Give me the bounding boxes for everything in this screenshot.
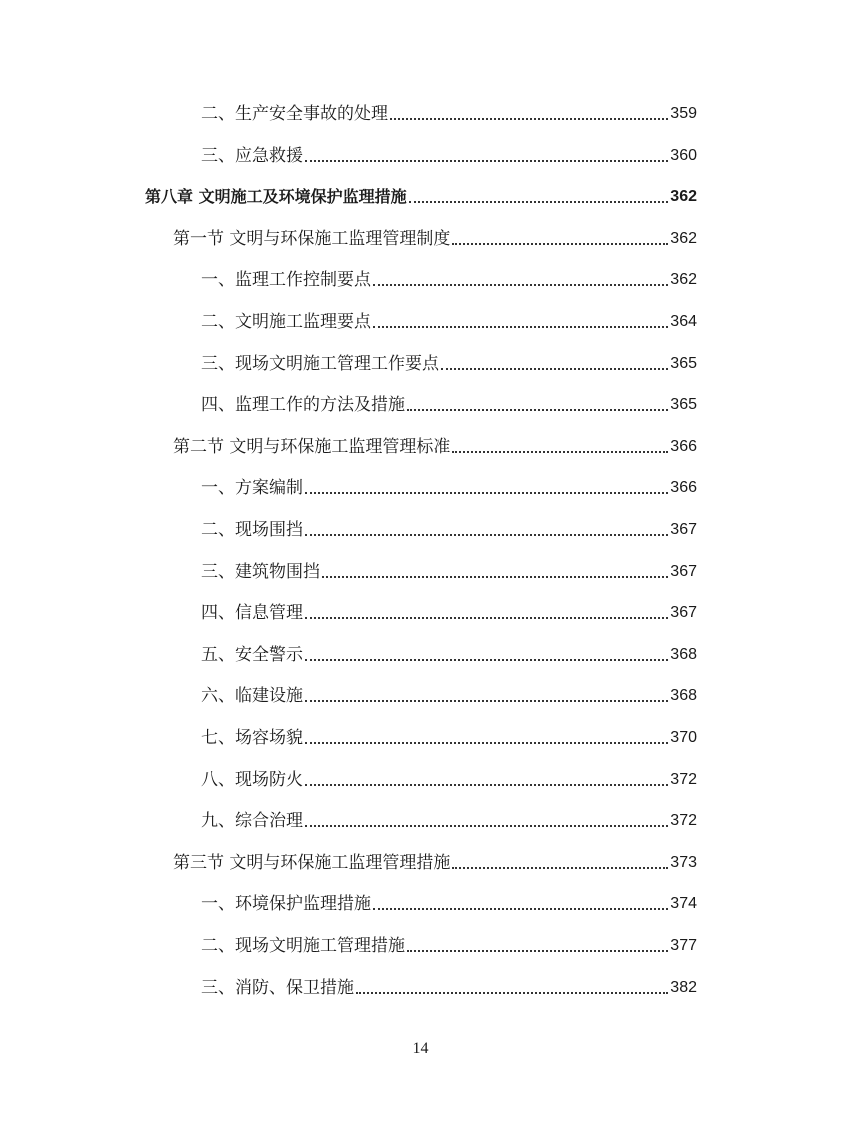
toc-entry-title: 三、消防、保卫措施 bbox=[201, 977, 354, 998]
toc-entry-page: 367 bbox=[670, 562, 697, 580]
toc-entry-page: 374 bbox=[670, 895, 697, 913]
toc-entry-page: 362 bbox=[670, 271, 697, 289]
toc-entry[interactable] bbox=[173, 220, 697, 250]
toc-entry-page: 372 bbox=[670, 770, 697, 788]
toc-entry[interactable] bbox=[201, 927, 697, 957]
toc-entry-title: 三、现场文明施工管理工作要点 bbox=[201, 353, 439, 374]
toc-entry[interactable] bbox=[201, 345, 697, 375]
toc-entry[interactable] bbox=[201, 553, 697, 583]
toc-entry-page: 370 bbox=[670, 729, 697, 746]
toc-entry-page: 382 bbox=[670, 978, 697, 996]
toc-leader-dots bbox=[305, 534, 668, 536]
toc-leader-dots bbox=[441, 368, 668, 370]
toc-entry-title: 第一节 文明与环保施工监理管理制度 bbox=[173, 228, 451, 249]
toc-entry-title: 第八章 文明施工及环境保护监理措施 bbox=[145, 187, 407, 207]
toc-entry-page: 359 bbox=[670, 105, 697, 122]
toc-entry-page: 367 bbox=[670, 521, 697, 538]
toc-leader-dots bbox=[452, 451, 668, 453]
toc-entry-page: 367 bbox=[670, 604, 697, 622]
toc-entry-page: 377 bbox=[670, 937, 697, 954]
toc-leader-dots bbox=[356, 992, 668, 994]
toc-leader-dots bbox=[322, 576, 668, 578]
toc-entry[interactable] bbox=[201, 261, 697, 291]
toc-entry-page: 368 bbox=[670, 645, 697, 663]
toc-leader-dots bbox=[452, 243, 668, 245]
toc-leader-dots bbox=[373, 284, 668, 286]
toc-entry[interactable] bbox=[201, 677, 697, 707]
toc-entry-title: 九、综合治理 bbox=[201, 811, 303, 832]
toc-entry-title: 四、监理工作的方法及措施 bbox=[201, 395, 405, 416]
toc-leader-dots bbox=[305, 742, 668, 744]
toc-entry[interactable] bbox=[201, 719, 697, 749]
toc-entry-title: 二、生产安全事故的处理 bbox=[201, 104, 388, 124]
toc-entry[interactable] bbox=[145, 178, 697, 208]
toc-entry[interactable] bbox=[201, 802, 697, 832]
toc-entry-title: 二、现场围挡 bbox=[201, 520, 303, 540]
toc-leader-dots bbox=[390, 118, 668, 120]
toc-leader-dots bbox=[407, 950, 668, 952]
toc-entry[interactable] bbox=[201, 95, 697, 125]
toc-entry-title: 七、场容场貌 bbox=[201, 728, 303, 748]
toc-entry-page: 364 bbox=[670, 313, 697, 330]
toc-entry-page: 360 bbox=[670, 146, 697, 164]
toc-entry[interactable] bbox=[201, 761, 697, 791]
toc-entry[interactable] bbox=[173, 428, 697, 458]
toc-entry[interactable] bbox=[201, 386, 697, 416]
toc-leader-dots bbox=[305, 825, 668, 827]
toc-entry-title: 四、信息管理 bbox=[201, 603, 303, 624]
toc-entry-page: 372 bbox=[670, 812, 697, 830]
toc-leader-dots bbox=[373, 326, 668, 328]
toc-leader-dots bbox=[305, 659, 668, 661]
toc-entry-title: 一、方案编制 bbox=[201, 478, 303, 499]
toc-leader-dots bbox=[305, 492, 668, 494]
toc-entry-title: 五、安全警示 bbox=[201, 644, 303, 665]
toc-entry-title: 第二节 文明与环保施工监理管理标准 bbox=[173, 436, 451, 457]
toc-entry[interactable] bbox=[201, 137, 697, 167]
toc-leader-dots bbox=[407, 409, 668, 411]
toc-entry[interactable] bbox=[201, 469, 697, 499]
toc-entry[interactable] bbox=[201, 636, 697, 666]
toc-entry[interactable] bbox=[201, 885, 697, 915]
toc-leader-dots bbox=[452, 867, 668, 869]
toc-entry-page: 365 bbox=[670, 354, 697, 372]
toc-leader-dots bbox=[409, 201, 669, 203]
toc-entry-title: 三、应急救援 bbox=[201, 145, 303, 166]
toc-entry-page: 366 bbox=[670, 437, 697, 455]
toc-entry-title: 八、现场防火 bbox=[201, 769, 303, 790]
toc-entry[interactable] bbox=[201, 969, 697, 999]
toc-entry[interactable] bbox=[201, 594, 697, 624]
toc-leader-dots bbox=[305, 160, 668, 162]
toc-entry[interactable] bbox=[201, 303, 697, 333]
toc-entry-page: 368 bbox=[670, 687, 697, 705]
toc-entry-title: 第三节 文明与环保施工监理管理措施 bbox=[173, 852, 451, 873]
toc-entry-page: 366 bbox=[670, 479, 697, 497]
toc-entry-title: 二、文明施工监理要点 bbox=[201, 312, 371, 332]
toc-entry-page: 362 bbox=[670, 229, 697, 247]
toc-leader-dots bbox=[305, 784, 668, 786]
toc-entry-title: 一、监理工作控制要点 bbox=[201, 270, 371, 291]
toc-leader-dots bbox=[373, 908, 668, 910]
toc-entry[interactable] bbox=[201, 511, 697, 541]
toc-entry-page: 373 bbox=[670, 853, 697, 871]
toc-entry-page: 365 bbox=[670, 396, 697, 414]
toc-leader-dots bbox=[305, 617, 668, 619]
toc-entry-title: 一、环境保护监理措施 bbox=[201, 894, 371, 915]
toc-entry-page: 362 bbox=[670, 188, 697, 206]
toc-entry-title: 六、临建设施 bbox=[201, 686, 303, 707]
toc-leader-dots bbox=[305, 700, 668, 702]
page-number: 14 bbox=[412, 1040, 429, 1057]
toc-entry-title: 二、现场文明施工管理措施 bbox=[201, 936, 405, 956]
toc-entry[interactable] bbox=[173, 844, 697, 874]
toc-entry-title: 三、建筑物围挡 bbox=[201, 561, 320, 582]
